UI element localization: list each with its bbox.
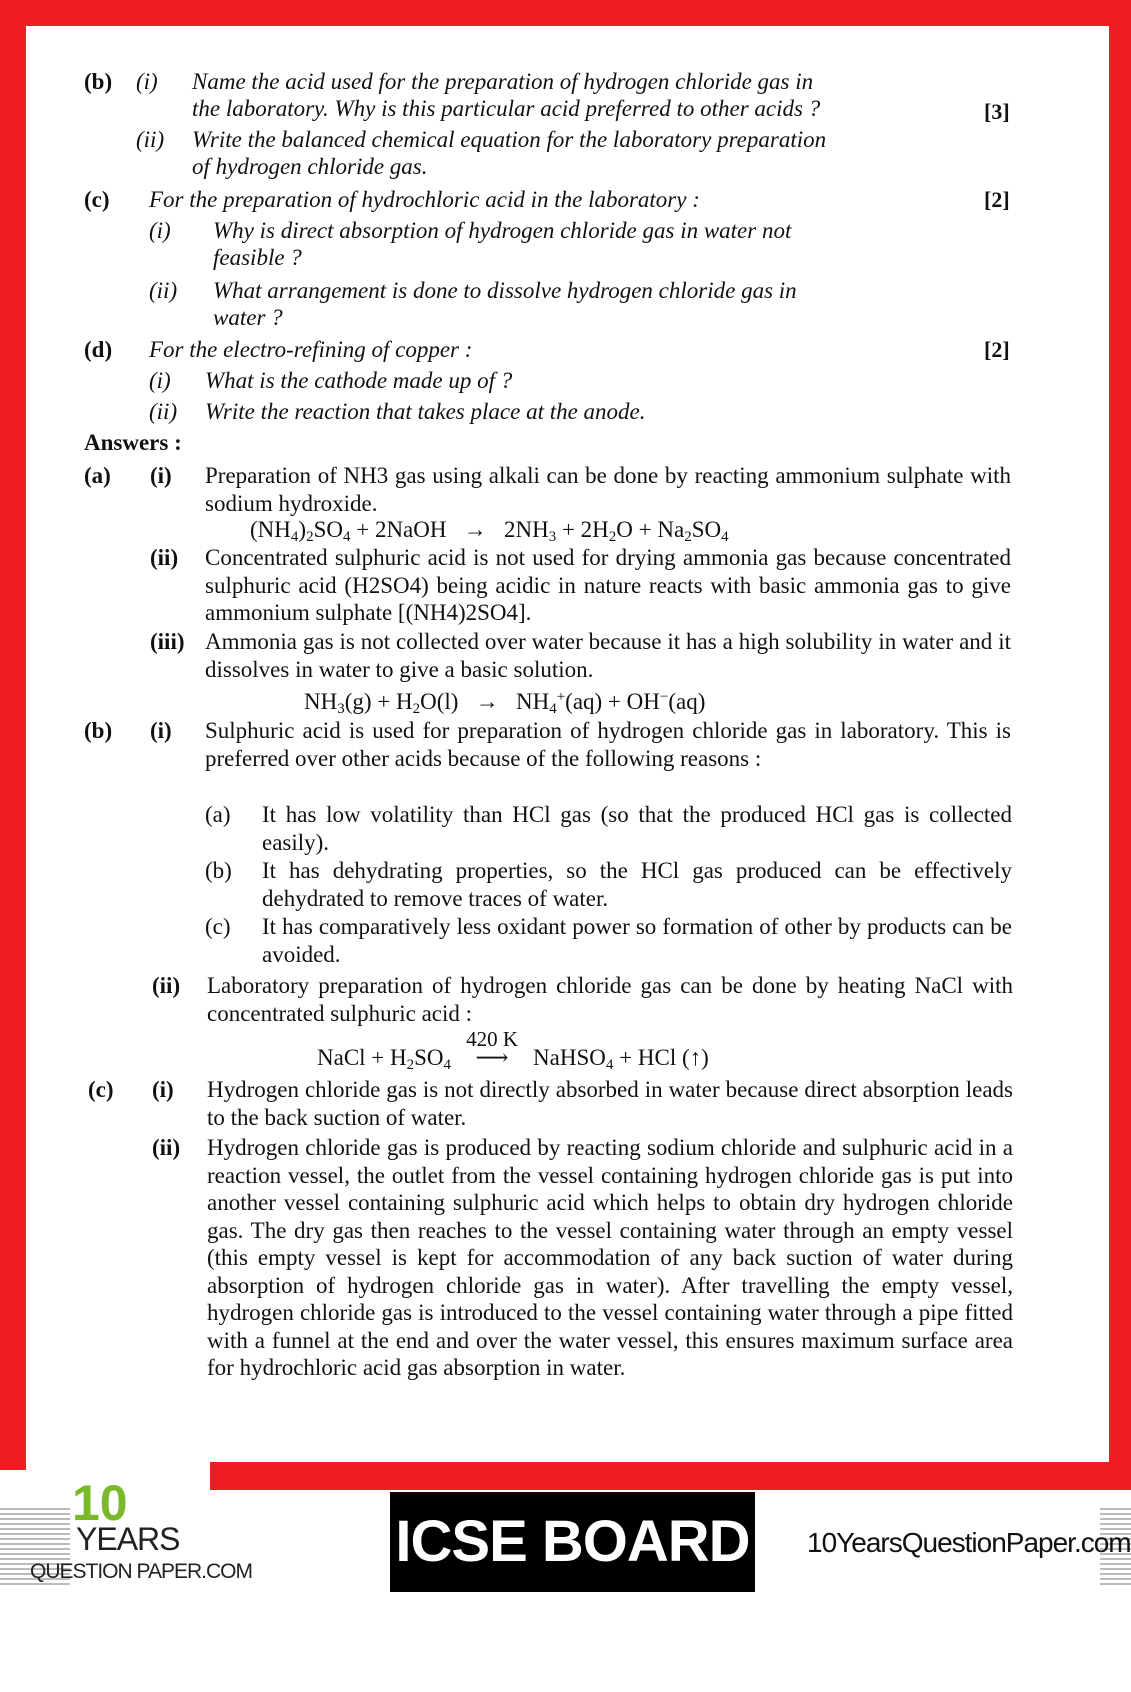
question-c-ii-text-1: What arrangement is done to dissolve hydrogen chloride gas in [213, 278, 797, 303]
question-b-ii-num: (ii) [136, 127, 165, 152]
website-url[interactable]: 10YearsQuestionPaper.com [807, 1527, 1131, 1558]
answer-c-label: (c) [88, 1077, 114, 1102]
reaction-condition: 420 K [466, 1027, 518, 1051]
question-c-ii-num: (ii) [149, 278, 178, 303]
logo-site-text: QUESTION PAPER.COM [30, 1560, 252, 1583]
question-d-ii-text: Write the reaction that takes place at the anode. [205, 399, 646, 424]
answer-a-i-text: Preparation of NH3 gas using alkali can be done by reacting ammonium sulphate with sodium hydroxide. [205, 463, 1011, 516]
answer-a-ii-text: Concentrated sulphuric acid is not used for drying ammonia gas because concentrated sulphuric acid (H2SO4) being acidic in nature reacts with basic ammonia gas to give ammonium sulphate [(NH4)2SO4]. [205, 545, 1011, 625]
question-d-label: (d) [84, 337, 113, 362]
question-b-i-text-2: the laboratory. Why is this particular acid preferred to other acids ? [192, 96, 821, 121]
answer-a-iii-num: (iii) [150, 629, 185, 654]
answer-c-i-num: (i) [152, 1077, 174, 1102]
question-b-i-text-1: Name the acid used for the preparation of hydrogen chloride gas in [192, 69, 814, 94]
reason-a-num: (a) [205, 802, 231, 827]
question-c-intro: For the preparation of hydrochloric acid in the laboratory : [149, 187, 700, 212]
logo-years-text: YEARS [76, 1521, 180, 1557]
question-d-marks: [2] [984, 337, 1010, 362]
question-d-ii-num: (ii) [149, 399, 178, 424]
reason-b-text: It has dehydrating properties, so the HCl gas produced can be effectively dehydrated to remove traces of water. [262, 858, 1012, 911]
question-c-label: (c) [84, 187, 110, 212]
question-b-ii-text-1: Write the balanced chemical equation for the laboratory preparation [192, 127, 827, 152]
answer-a-i-num: (i) [150, 463, 172, 488]
answer-b-ii-equation: NaCl + $H_2SO_4$ 420 K ⟶ NaHSO$_4$ + HCl (↑) [317, 1027, 709, 1073]
reason-c-num: (c) [205, 914, 231, 939]
reason-a-text: It has low volatility than HCl gas (so that the produced HCl gas is collected easily). [262, 802, 1012, 855]
question-c-ii-text-2: water ? [213, 305, 283, 330]
question-c-i-num: (i) [149, 218, 171, 243]
answer-c-i-text: Hydrogen chloride gas is not directly absorbed in water because direct absorption leads to the back suction of water. [207, 1077, 1013, 1130]
answer-a-label: (a) [84, 463, 111, 488]
answer-a-i-equation: $(NH_4)_2SO_4$ + 2NaOH → $2NH_3 + 2H_2O + Na_2SO_4$ [250, 517, 729, 545]
answer-b-i-num: (i) [150, 718, 172, 743]
question-d-i-num: (i) [149, 368, 171, 393]
question-c-i-text-1: Why is direct absorption of hydrogen chloride gas in water not [213, 218, 792, 243]
answers-heading: Answers : [84, 430, 182, 455]
answer-a-iii-equation: $NH_3(g) + H_2O(l) \to NH_4^+(aq) + OH^-(aq)$ [304, 689, 706, 717]
answer-c-ii-text: Hydrogen chloride gas is produced by reacting sodium chloride and sulphuric acid in a reaction vessel, the outlet from the vessel containing hydrogen chloride gas is put into another vessel containing sulphuric acid which helps to obtain dry hydrogen chloride gas. The dry gas then reaches to the vessel containing water through an empty vessel (this empty vessel is kept for accommodation of any back suction of water during absorption of hydrogen chloride gas in water). After travelling the empty vessel, hydrogen chloride gas is introduced to the vessel containing water through a pipe fitted with a funnel at the end and over the water vessel, this ensures maximum surface area for hydrochloric acid gas absorption in water. [207, 1135, 1013, 1380]
answer-c-ii-num: (ii) [152, 1135, 181, 1160]
reason-b-num: (b) [205, 858, 232, 883]
question-d-intro: For the electro-refining of copper : [149, 337, 473, 362]
question-d-i-text: What is the cathode made up of ? [205, 368, 513, 393]
answer-b-label: (b) [84, 718, 113, 743]
answer-b-ii-text: Laboratory preparation of hydrogen chloride gas can be done by heating NaCl with concentrated sulphuric acid : [207, 973, 1013, 1026]
question-b-label: (b) [84, 69, 113, 94]
answer-a-ii-num: (ii) [150, 545, 179, 570]
logo-number: 10 [72, 1475, 128, 1531]
answer-b-i-text: Sulphuric acid is used for preparation of hydrogen chloride gas in laboratory. This is preferred over other acids because of the following reasons : [205, 718, 1011, 771]
red-border-bottom [210, 1462, 1109, 1490]
question-c-marks: [2] [984, 187, 1010, 212]
answer-b-ii-num: (ii) [152, 973, 181, 998]
reason-c-text: It has comparatively less oxidant power so formation of other by products can be avoided. [262, 914, 1012, 967]
answer-a-iii-text: Ammonia gas is not collected over water because it has a high solubility in water and it dissolves in water to give a basic solution. [205, 629, 1011, 682]
question-c-i-text-2: feasible ? [213, 245, 302, 270]
question-b-marks: [3] [984, 99, 1010, 124]
board-banner: ICSE BOARD X [390, 1492, 755, 1592]
question-b-i-num: (i) [136, 69, 158, 94]
question-b-ii-text-2: of hydrogen chloride gas. [192, 154, 428, 179]
